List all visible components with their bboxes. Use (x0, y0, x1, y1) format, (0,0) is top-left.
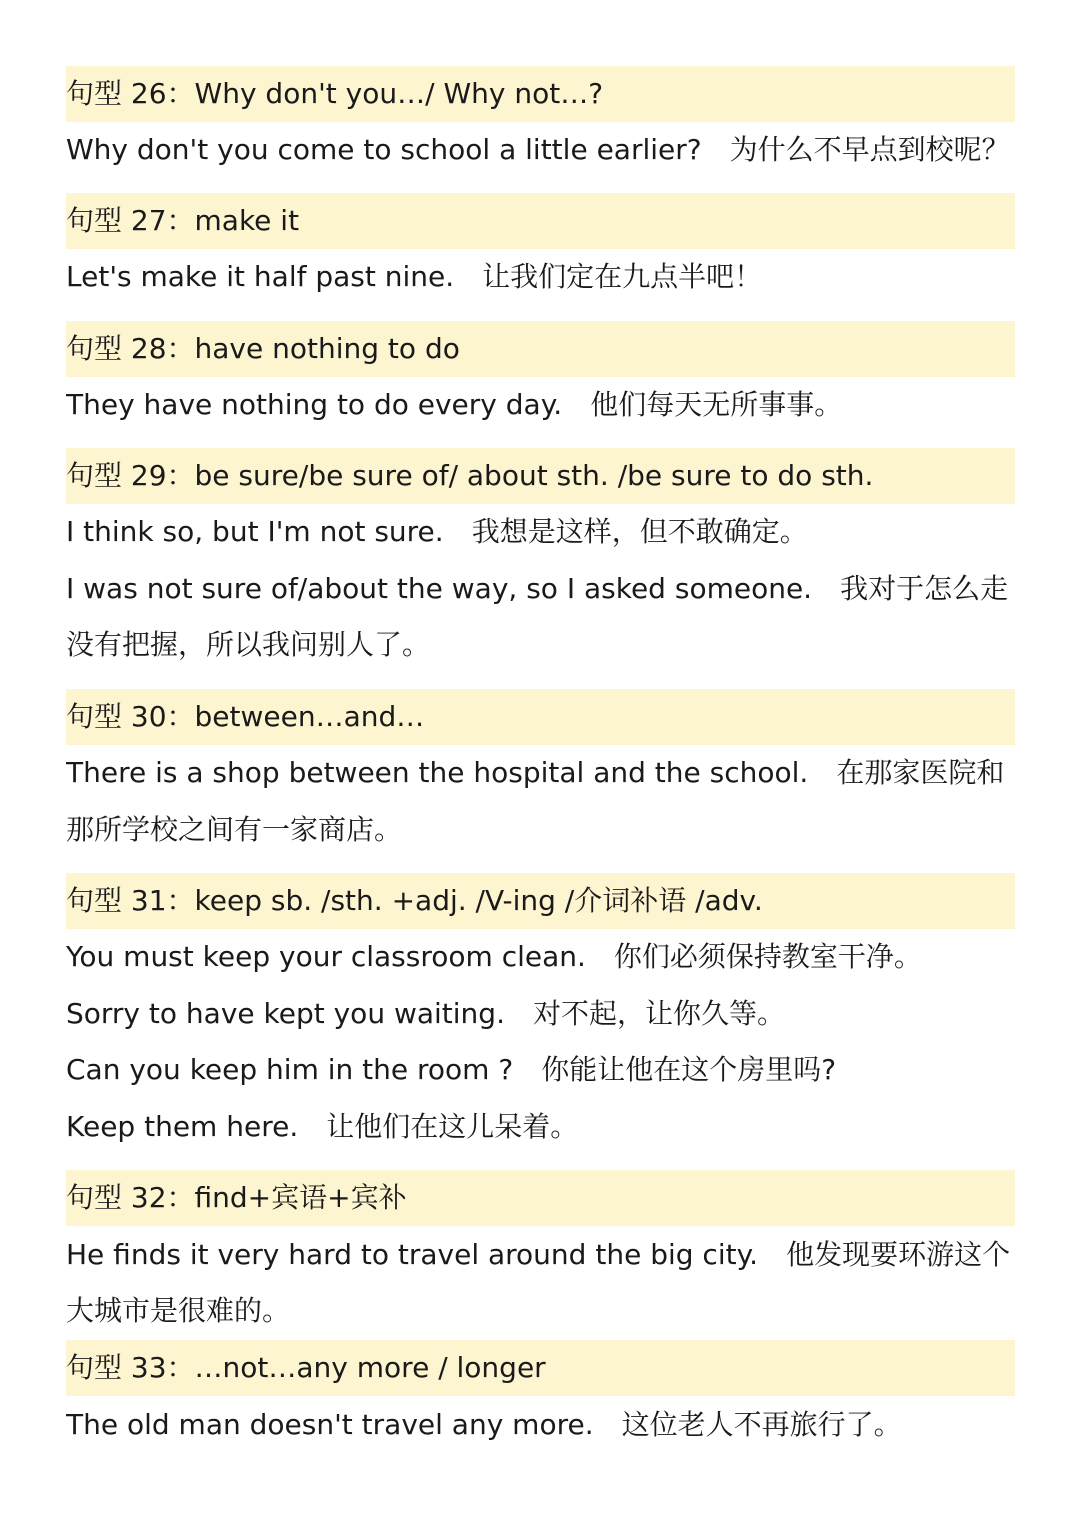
example-cn: 这位老人不再旅行了。 (621, 1408, 902, 1441)
example-line (66, 929, 1015, 985)
example-en: Sorry to have kept you waiting. (66, 997, 505, 1030)
section-heading-32: 句型 32：find+宾语+宾补 (66, 1170, 1015, 1226)
example-line-continued (66, 802, 1015, 858)
example-cn: 他们每天无所事事。 (590, 388, 843, 421)
example-line (66, 1099, 1015, 1155)
example-cn: 你能让他在这个房里吗? (541, 1053, 837, 1086)
example-cn: 在那家医院和 (836, 756, 1005, 789)
section-heading-30: 句型 30：between…and… (66, 689, 1015, 745)
example-line (66, 986, 1015, 1042)
example-line (66, 122, 1015, 178)
example-line (66, 249, 1015, 305)
example-en: They have nothing to do every day. (66, 388, 563, 421)
example-cn-continued: 那所学校之间有一家商店。 (66, 813, 403, 846)
section-heading-27: 句型 27：make it (66, 193, 1015, 249)
example-line (66, 1042, 1015, 1098)
example-line-continued (66, 1283, 1015, 1339)
section-heading-26: 句型 26：Why don't you…/ Why not…? (66, 66, 1015, 122)
example-cn: 我想是这样，但不敢确定。 (471, 515, 808, 548)
section-heading-28: 句型 28：have nothing to do (66, 321, 1015, 377)
example-line (66, 745, 1015, 801)
example-line (66, 561, 1015, 617)
example-en: You must keep your classroom clean. (66, 940, 586, 973)
example-cn: 让他们在这儿呆着。 (326, 1110, 579, 1143)
example-line (66, 1397, 1015, 1453)
example-en: The old man doesn't travel any more. (66, 1408, 594, 1441)
example-en: Keep them here. (66, 1110, 299, 1143)
example-cn: 我对于怎么走 (840, 572, 1009, 605)
example-cn: 他发现要环游这个 (786, 1238, 1011, 1271)
section-heading-31: 句型 31：keep sb. /sth. +adj. /V-ing /介词补语 /adv. (66, 873, 1015, 929)
example-cn: 让我们定在九点半吧！ (482, 260, 763, 293)
example-line (66, 1227, 1015, 1283)
example-line-continued (66, 617, 1015, 673)
example-line (66, 377, 1015, 433)
example-cn: 对不起，让你久等。 (532, 997, 785, 1030)
example-en: He finds it very hard to travel around the big city. (66, 1238, 759, 1271)
example-cn: 为什么不早点到校呢？ (729, 133, 1010, 166)
example-en: I think so, but I'm not sure. (66, 515, 444, 548)
example-en: There is a shop between the hospital and the school. (66, 756, 809, 789)
example-en: I was not sure of/about the way, so I asked someone. (66, 572, 813, 605)
example-line (66, 504, 1015, 560)
section-heading-33: 句型 33：…not…any more / longer (66, 1340, 1015, 1396)
example-en: Let's make it half past nine. (66, 260, 455, 293)
example-en: Why don't you come to school a little earlier? (66, 133, 702, 166)
example-cn-continued: 大城市是很难的。 (66, 1294, 291, 1327)
example-cn: 你们必须保持教室干净。 (613, 940, 922, 973)
example-en: Can you keep him in the room ? (66, 1053, 514, 1086)
example-cn-continued: 没有把握，所以我问别人了。 (66, 628, 431, 661)
section-heading-29: 句型 29：be sure/be sure of/ about sth. /be sure to do sth. (66, 448, 1015, 504)
